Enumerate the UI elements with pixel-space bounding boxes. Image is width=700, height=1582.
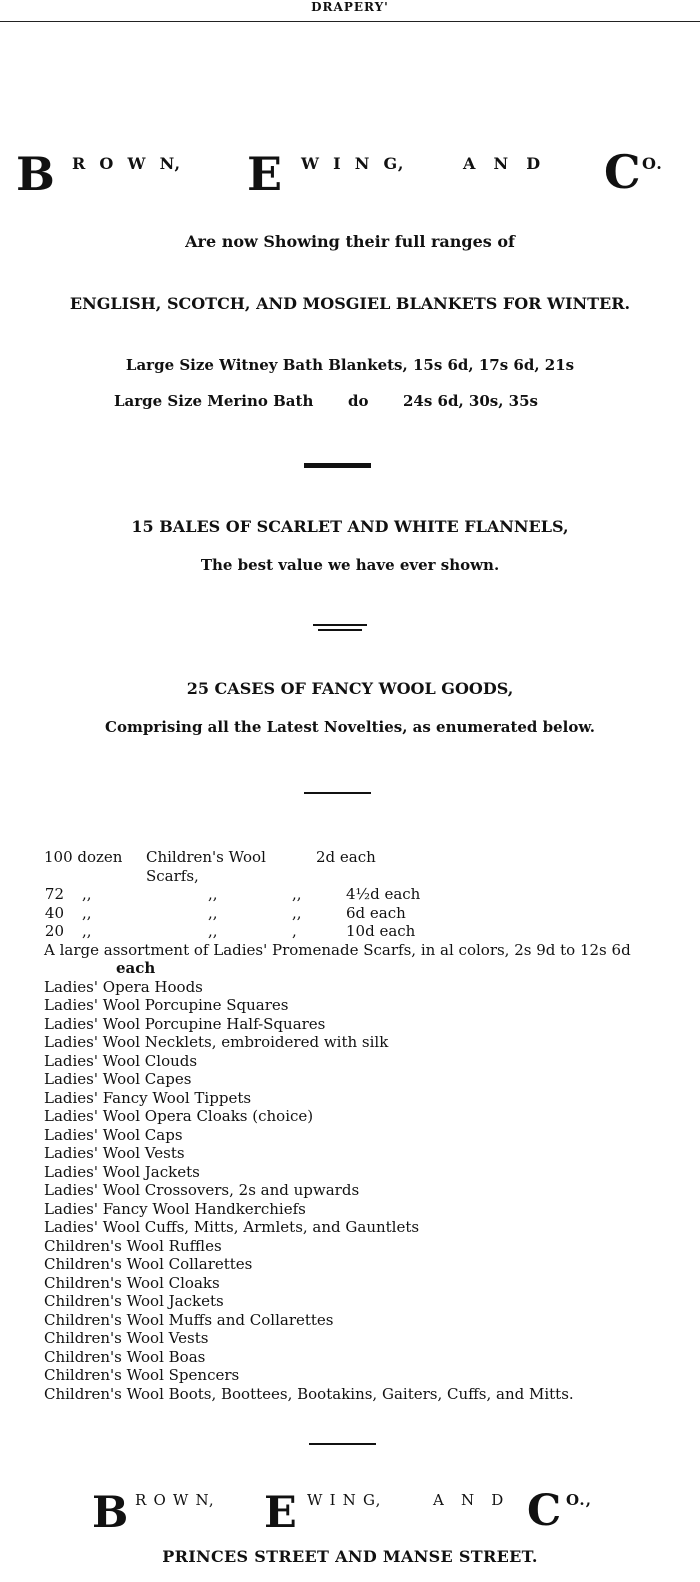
list-ditto: ,, xyxy=(208,922,218,940)
wool-items xyxy=(44,978,696,1404)
merino-price-label: Large Size Merino Bath xyxy=(114,392,314,410)
list-row-72 xyxy=(44,885,696,904)
list-ditto: ,, xyxy=(208,885,218,903)
list-price: 10d each xyxy=(346,922,416,940)
blankets-line: ENGLISH, SCOTCH, AND MOSGIEL BLANKETS FOR WINTER. xyxy=(69,294,631,313)
list-item: Children's Wool Muffs and Collarettes xyxy=(44,1310,334,1329)
list-row-40 xyxy=(44,904,696,923)
merino-price-ditto: do xyxy=(348,392,369,410)
footer-brand-word-co: O., xyxy=(566,1491,593,1509)
brand-initial-e: E xyxy=(247,147,283,201)
list-item: Children's Wool Cloaks xyxy=(44,1273,220,1292)
list-item: Ladies' Wool Opera Cloaks (choice) xyxy=(44,1107,314,1125)
brand-word-and: A N D xyxy=(463,154,542,173)
list-item: Ladies' Wool Clouds xyxy=(44,1051,198,1070)
list-item: Ladies' Wool Porcupine Squares xyxy=(44,996,289,1014)
brand-word-rown: R O W N, xyxy=(72,154,182,173)
assortment-entry xyxy=(44,941,696,978)
list-item: Children's Wool Vests xyxy=(44,1329,209,1347)
flannels-subtitle: The best value we have ever shown. xyxy=(200,556,500,574)
witney-price-line: Large Size Witney Bath Blankets, 15s 6d, 17s 6d, 21s xyxy=(125,356,575,374)
list-item: Ladies' Wool Cuffs, Mitts, Armlets, and Gauntlets xyxy=(44,1218,420,1236)
list-item: Children's Wool Ruffles xyxy=(44,1236,222,1255)
list-price: 2d each xyxy=(316,848,376,866)
list-item: Ladies' Wool Crossovers, 2s and upwards xyxy=(44,1181,360,1199)
list-ditto: ,, xyxy=(82,922,92,940)
brand-word-co: O. xyxy=(642,154,664,173)
list-item: Children's Wool Collarettes xyxy=(44,1255,253,1273)
brand-word-wing: W I N G, xyxy=(301,154,405,173)
brand-initial-b: B xyxy=(16,147,55,201)
list-item: Children's Wool Boots, Boottees, Bootakins, Gaiters, Cuffs, and Mitts. xyxy=(44,1384,574,1403)
list-item: Ladies' Wool Capes xyxy=(44,1070,192,1088)
list-item: Ladies' Fancy Wool Tippets xyxy=(44,1088,252,1107)
footer-brand-word-and: A N D xyxy=(433,1491,505,1509)
list-quantity: 20 xyxy=(44,922,64,940)
list-item: Ladies' Wool Jackets xyxy=(44,1162,200,1181)
divider-1 xyxy=(304,463,371,468)
list-item: Ladies' Wool Porcupine Half-Squares xyxy=(44,1014,326,1033)
footer-brand-word-wing: W I N G, xyxy=(307,1491,382,1509)
list-price: 6d each xyxy=(346,903,406,922)
wool-goods-title: 25 CASES OF FANCY WOOL GOODS, xyxy=(186,679,514,698)
list-item: Ladies' Wool Caps xyxy=(44,1125,183,1144)
list-ditto: , xyxy=(292,922,297,940)
divider-2 xyxy=(304,792,371,794)
footer-brand-initial-c: C xyxy=(527,1486,562,1536)
list-price: 4½d each xyxy=(346,885,421,903)
list-ditto: ,, xyxy=(82,885,92,903)
list-item: Children's Wool Spencers xyxy=(44,1366,240,1384)
list-row-20 xyxy=(44,922,696,941)
footer-brand-initial-b: B xyxy=(92,1488,129,1538)
assortment-continued: each xyxy=(116,959,156,977)
list-item: Children's Wool Boas xyxy=(44,1347,206,1366)
divider-3 xyxy=(309,1443,376,1445)
showing-line: Are now Showing their full ranges of xyxy=(185,232,515,251)
assortment-line: A large assortment of Ladies' Promenade Scarfs, in al colors, 2s 9d to 12s 6d xyxy=(44,940,631,959)
list-ditto: ,, xyxy=(292,903,302,922)
list-row-100-dozen xyxy=(44,848,696,885)
list-item: Ladies' Opera Hoods xyxy=(44,977,203,996)
list-item: Ladies' Fancy Wool Handkerchiefs xyxy=(44,1199,306,1218)
list-ditto: ,, xyxy=(292,885,302,903)
section-header: DRAPERY' xyxy=(311,0,389,14)
list-ditto: ,, xyxy=(208,903,218,922)
list-item: Ladies' Wool Vests xyxy=(44,1144,185,1162)
list-quantity: 100 dozen xyxy=(44,848,123,866)
footer-brand-initial-e: E xyxy=(264,1488,297,1538)
list-quantity: 40 xyxy=(44,903,64,922)
list-item: Ladies' Wool Necklets, embroidered with silk xyxy=(44,1033,389,1051)
list-ditto: ,, xyxy=(82,903,92,922)
list-product: Children's Wool Scarfs, xyxy=(146,848,266,885)
wool-goods-subtitle: Comprising all the Latest Novelties, as enumerated below. xyxy=(105,718,595,736)
wool-goods-list xyxy=(44,848,696,1403)
footer-brand-word-rown: R O W N, xyxy=(135,1491,215,1509)
footer-address: PRINCES STREET AND MANSE STREET. xyxy=(162,1547,538,1566)
brand-initial-c: C xyxy=(604,145,641,199)
header-rule xyxy=(0,21,700,22)
list-quantity: 72 xyxy=(44,885,64,903)
flannels-title: 15 BALES OF SCARLET AND WHITE FLANNELS, xyxy=(131,517,569,536)
merino-price-values: 24s 6d, 30s, 35s xyxy=(403,392,538,410)
list-item: Children's Wool Jackets xyxy=(44,1292,224,1310)
